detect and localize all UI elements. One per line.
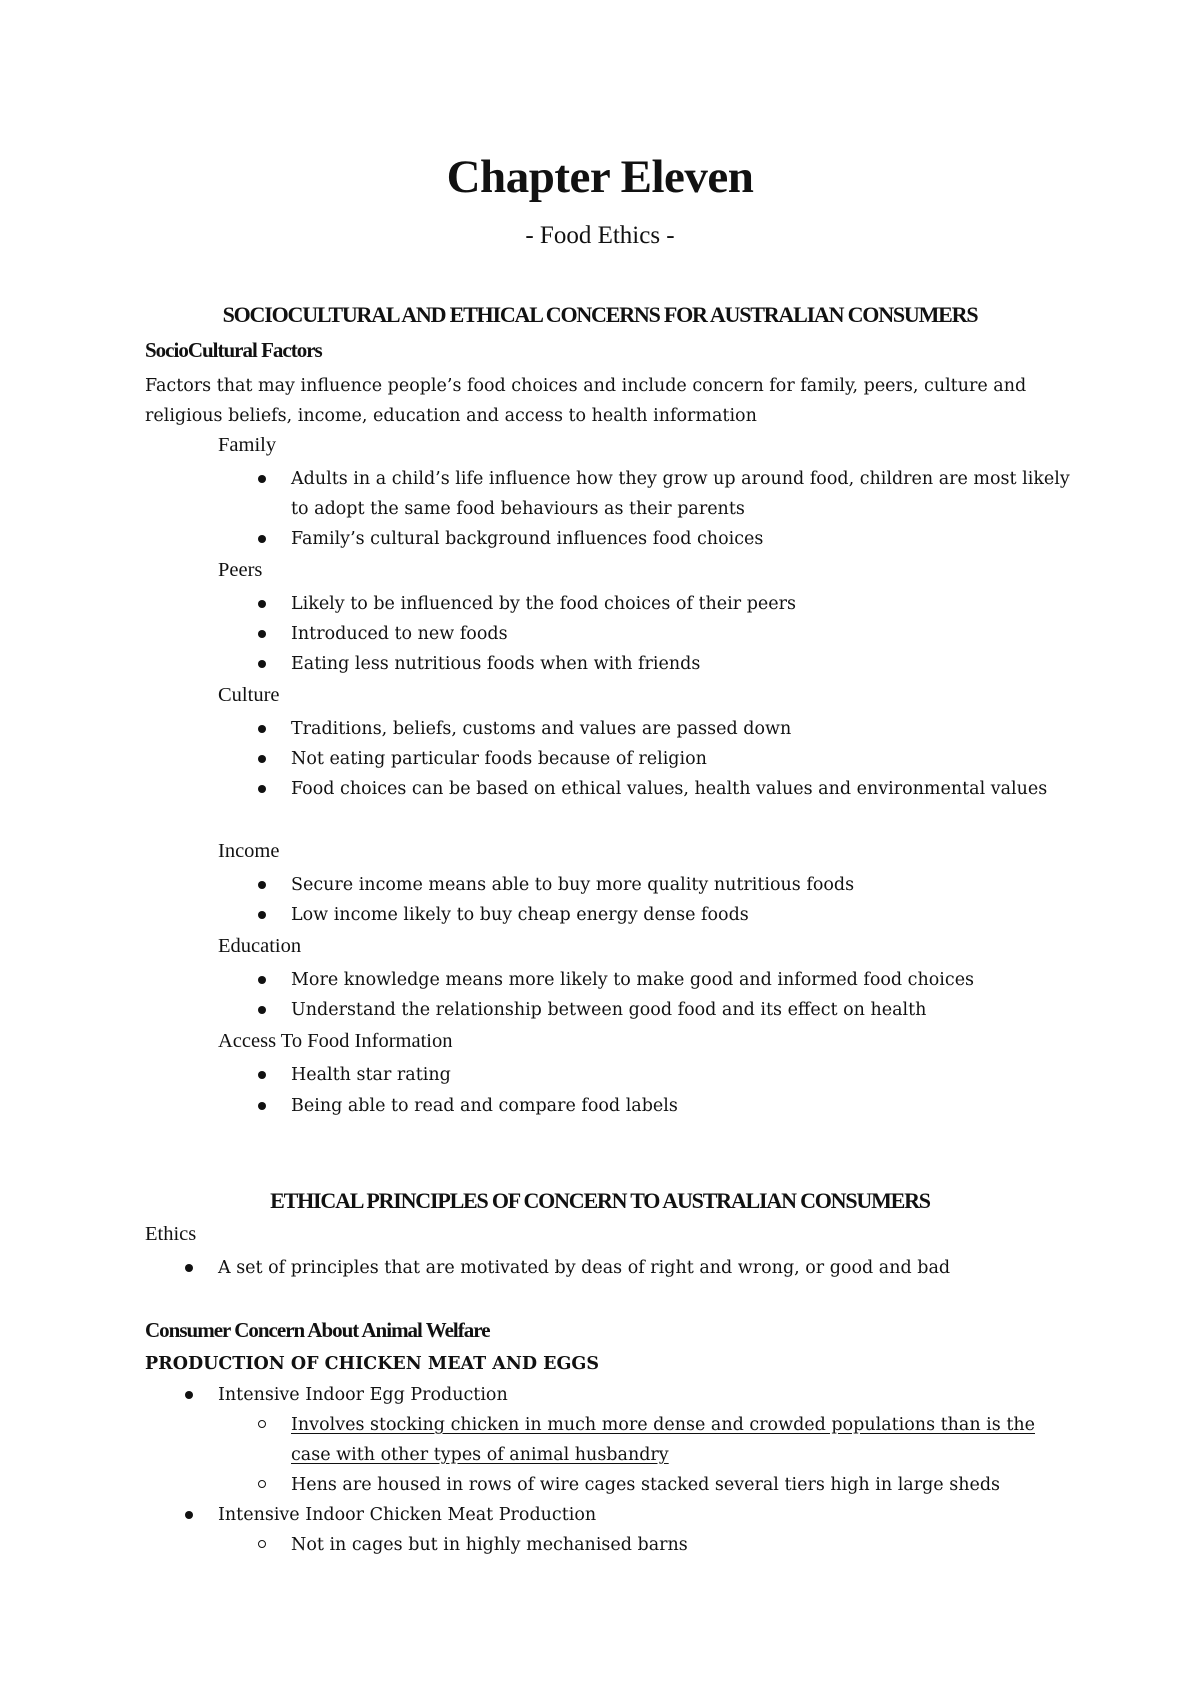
subheading-sociocultural-factors: SocioCultural Factors <box>145 338 322 362</box>
bullet-dot-icon <box>258 755 266 763</box>
subheading-animal-welfare: Consumer Concern About Animal Welfare <box>145 1318 490 1342</box>
bullet-dot-icon <box>258 630 266 638</box>
bullet-dot-icon <box>258 881 266 889</box>
factor-label-family: Family <box>218 434 277 456</box>
list-item: Food choices can be based on ethical values, health values and environmental values <box>291 774 1071 804</box>
bullet-dot-icon <box>258 725 266 733</box>
list-item: Health star rating <box>291 1060 1071 1090</box>
bullet-dot-icon <box>185 1391 193 1399</box>
list-item: Not in cages but in highly mechanised barns <box>291 1530 1071 1560</box>
bullet-dot-icon <box>258 600 266 608</box>
list-item: Intensive Indoor Chicken Meat Production <box>218 1500 1078 1530</box>
bullet-circle-icon <box>258 1540 266 1548</box>
list-item: A set of principles that are motivated by deas of right and wrong, or good and bad <box>218 1253 1078 1283</box>
bullet-circle-icon <box>258 1480 266 1488</box>
factor-label-income: Income <box>218 840 280 862</box>
section-heading-sociocultural: SOCIOCULTURAL AND ETHICAL CONCERNS FOR AUSTRALIAN CONSUMERS <box>222 302 978 327</box>
list-item: Secure income means able to buy more quality nutritious foods <box>291 870 1071 900</box>
list-item: Not eating particular foods because of religion <box>291 744 1071 774</box>
page-subtitle: - Food Ethics - <box>525 222 675 249</box>
bullet-dot-icon <box>185 1264 193 1272</box>
list-item: Family’s cultural background influences food choices <box>291 524 1071 554</box>
ethics-label: Ethics <box>145 1223 197 1245</box>
bullet-dot-icon <box>258 535 266 543</box>
bullet-circle-icon <box>258 1420 266 1428</box>
factor-label-peers: Peers <box>218 559 263 581</box>
list-item: Eating less nutritious foods when with friends <box>291 649 1071 679</box>
bullet-dot-icon <box>258 1006 266 1014</box>
section-heading-ethical-principles: ETHICAL PRINCIPLES OF CONCERN TO AUSTRALIAN CONSUMERS <box>270 1188 930 1213</box>
list-item: Introduced to new foods <box>291 619 1071 649</box>
list-item: Intensive Indoor Egg Production <box>218 1380 1078 1410</box>
list-item: Traditions, beliefs, customs and values are passed down <box>291 714 1071 744</box>
list-item: Adults in a child’s life influence how they grow up around food, children are most likely to adopt the same food behaviours as their parents <box>291 464 1071 524</box>
bullet-dot-icon <box>258 660 266 668</box>
page-title: Chapter Eleven <box>446 151 754 203</box>
list-item: Being able to read and compare food labels <box>291 1091 1071 1121</box>
production-heading: PRODUCTION OF CHICKEN MEAT AND EGGS <box>145 1354 599 1374</box>
bullet-dot-icon <box>185 1511 193 1519</box>
list-item: Understand the relationship between good food and its effect on health <box>291 995 1071 1025</box>
bullet-dot-icon <box>258 1071 266 1079</box>
bullet-dot-icon <box>258 976 266 984</box>
factor-label-access-to-food-information: Access To Food Information <box>218 1030 453 1052</box>
bullet-dot-icon <box>258 475 266 483</box>
factor-label-education: Education <box>218 935 302 957</box>
bullet-dot-icon <box>258 1102 266 1110</box>
intro-paragraph: Factors that may influence people’s food choices and include concern for family, peers, culture and religious beliefs, income, education and access to health information <box>145 376 1027 426</box>
list-item: Likely to be influenced by the food choices of their peers <box>291 589 1071 619</box>
list-item: Hens are housed in rows of wire cages stacked several tiers high in large sheds <box>291 1470 1071 1500</box>
list-item: Involves stocking chicken in much more dense and crowded populations than is the case with other types of animal husbandry <box>291 1410 1071 1470</box>
bullet-dot-icon <box>258 911 266 919</box>
list-item: Low income likely to buy cheap energy dense foods <box>291 900 1071 930</box>
bullet-dot-icon <box>258 785 266 793</box>
list-item: More knowledge means more likely to make good and informed food choices <box>291 965 1071 995</box>
factor-label-culture: Culture <box>218 684 280 706</box>
